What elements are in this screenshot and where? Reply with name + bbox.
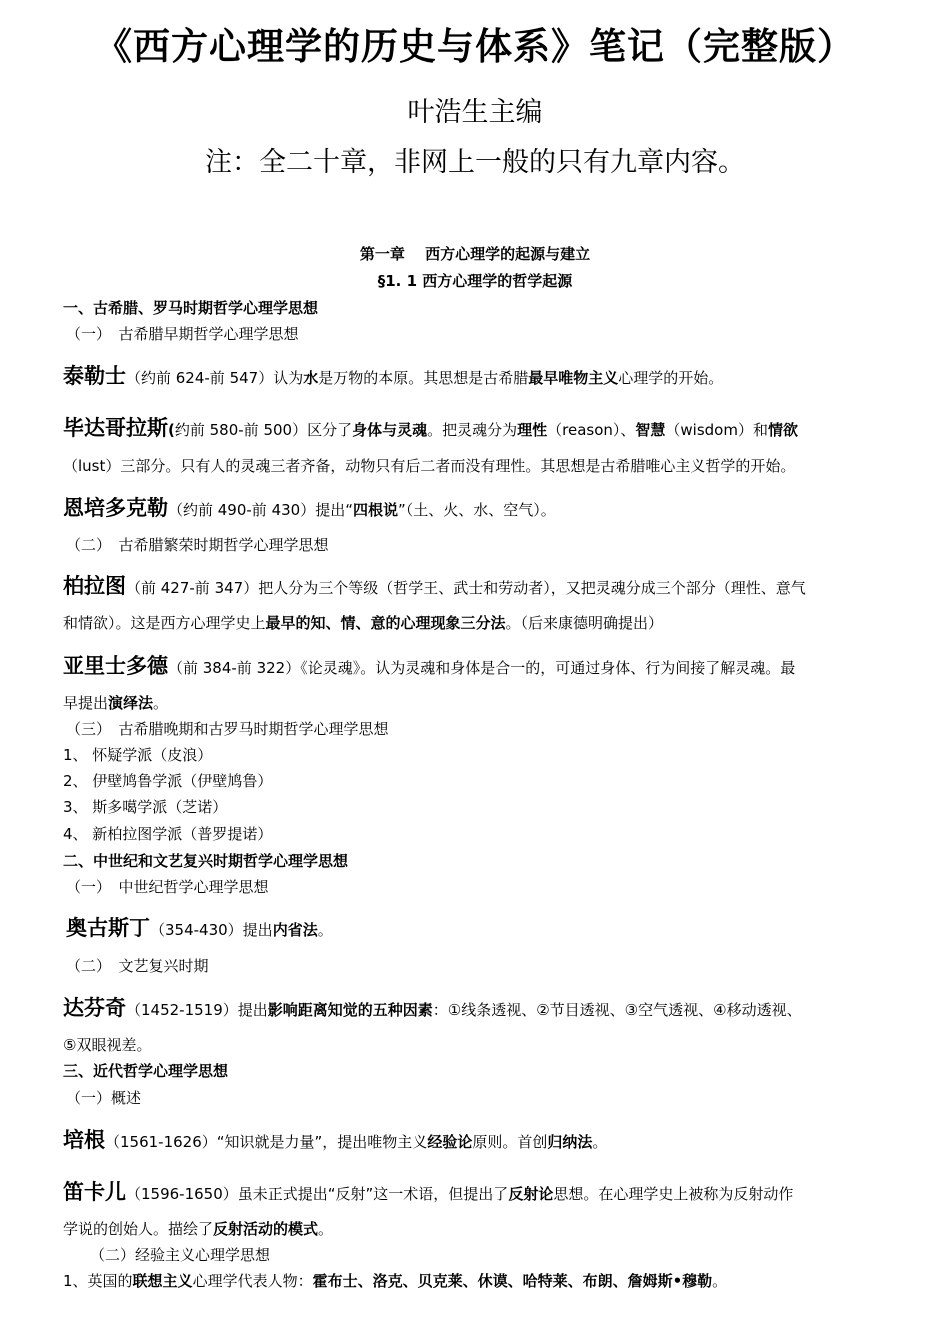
subheading-1-1: （一） 古希腊早期哲学心理学思想 [66,325,299,343]
entry-plato-cont: 和情欲）。这是西方心理学史上最早的知、情、意的心理现象三分法。（后来康德明确提出） [63,614,664,632]
entry-plato: 柏拉图（前 427-前 347）把人分为三个等级（哲学王、武士和劳动者），又把灵魂分成三个部分（理性、意气 [63,574,806,598]
list-item: 1、 怀疑学派（皮浪） [63,746,213,764]
subheading-2-2: （二） 文艺复兴时期 [66,957,209,975]
person-name: 毕达哥拉斯 [63,416,168,440]
person-name: 达芬奇 [63,996,126,1020]
subheading-1-2: （二） 古希腊繁荣时期哲学心理学思想 [66,536,329,554]
subheading-3-2: （二）经验主义心理学思想 [90,1246,271,1264]
person-name: 柏拉图 [63,574,126,598]
document-title: 《西方心理学的历史与体系》笔记（完整版） [95,25,855,68]
entry-augustine: 奥古斯丁（354-430）提出内省法。 [66,916,333,940]
section-heading: §1. 1 西方心理学的哲学起源 [377,272,573,290]
list-item: 3、 斯多噶学派（芝诺） [63,798,228,816]
entry-descartes-cont: 学说的创始人。描绘了反射活动的模式。 [63,1220,334,1238]
part-heading-1: 一、古希腊、罗马时期哲学心理学思想 [63,299,319,317]
entry-davinci-cont: ⑤双眼视差。 [63,1036,152,1054]
entry-aristotle-cont: 早提出演绎法。 [63,694,169,712]
person-name: 奥古斯丁 [66,916,150,940]
part-heading-2: 二、中世纪和文艺复兴时期哲学心理学思想 [63,852,349,870]
list-item: 4、 新柏拉图学派（普罗提诺） [63,825,273,843]
subheading-3-1: （一）概述 [66,1089,142,1107]
person-name: 恩培多克勒 [63,496,168,520]
entry-associationism: 1、英国的联想主义心理学代表人物：霍布士、洛克、贝克莱、休谟、哈特莱、布朗、詹姆斯•穆勒。 [63,1272,728,1290]
person-name: 亚里士多德 [63,654,168,678]
entry-empedocles: 恩培多克勒（约前 490-前 430）提出“四根说”（土、火、水、空气）。 [63,496,556,520]
list-item: 2、 伊壁鸠鲁学派（伊壁鸠鲁） [63,772,273,790]
person-name: 笛卡儿 [63,1180,126,1204]
person-name: 泰勒士 [63,364,126,388]
entry-pythagoras-cont: （lust）三部分。只有人的灵魂三者齐备，动物只有后二者而没有理性。其思想是古希腊唯心主义哲学的开始。 [63,457,796,475]
subheading-1-3: （三） 古希腊晚期和古罗马时期哲学心理学思想 [66,720,389,738]
chapter-heading: 第一章 西方心理学的起源与建立 [359,245,591,263]
part-heading-3: 三、近代哲学心理学思想 [63,1062,229,1080]
entry-bacon: 培根（1561-1626）“知识就是力量”，提出唯物主义经验论原则。首创归纳法。 [63,1128,608,1152]
entry-aristotle: 亚里士多德（前 384-前 322）《论灵魂》。认为灵魂和身体是合一的，可通过身体、行为间接了解灵魂。最 [63,654,796,678]
entry-pythagoras: 毕达哥拉斯(约前 580-前 500）区分了身体与灵魂。把灵魂分为理性（reason）、智慧（wisdom）和情欲 [63,416,798,440]
subheading-2-1: （一） 中世纪哲学心理学思想 [66,878,269,896]
entry-davinci: 达芬奇（1452-1519）提出影响距离知觉的五种因素：①线条透视、②节目透视、③空气透视、④移动透视、 [63,996,802,1020]
entry-descartes: 笛卡儿（1596-1650）虽未正式提出“反射”这一术语，但提出了反射论思想。在心理学史上被称为反射动作 [63,1180,794,1204]
entry-thales: 泰勒士（约前 624-前 547）认为水是万物的本原。其思想是古希腊最早唯物主义心理学的开始。 [63,364,724,388]
note-line: 注：全二十章，非网上一般的只有九章内容。 [205,147,745,178]
person-name: 培根 [63,1128,105,1152]
editor-line: 叶浩生主编 [407,97,543,128]
